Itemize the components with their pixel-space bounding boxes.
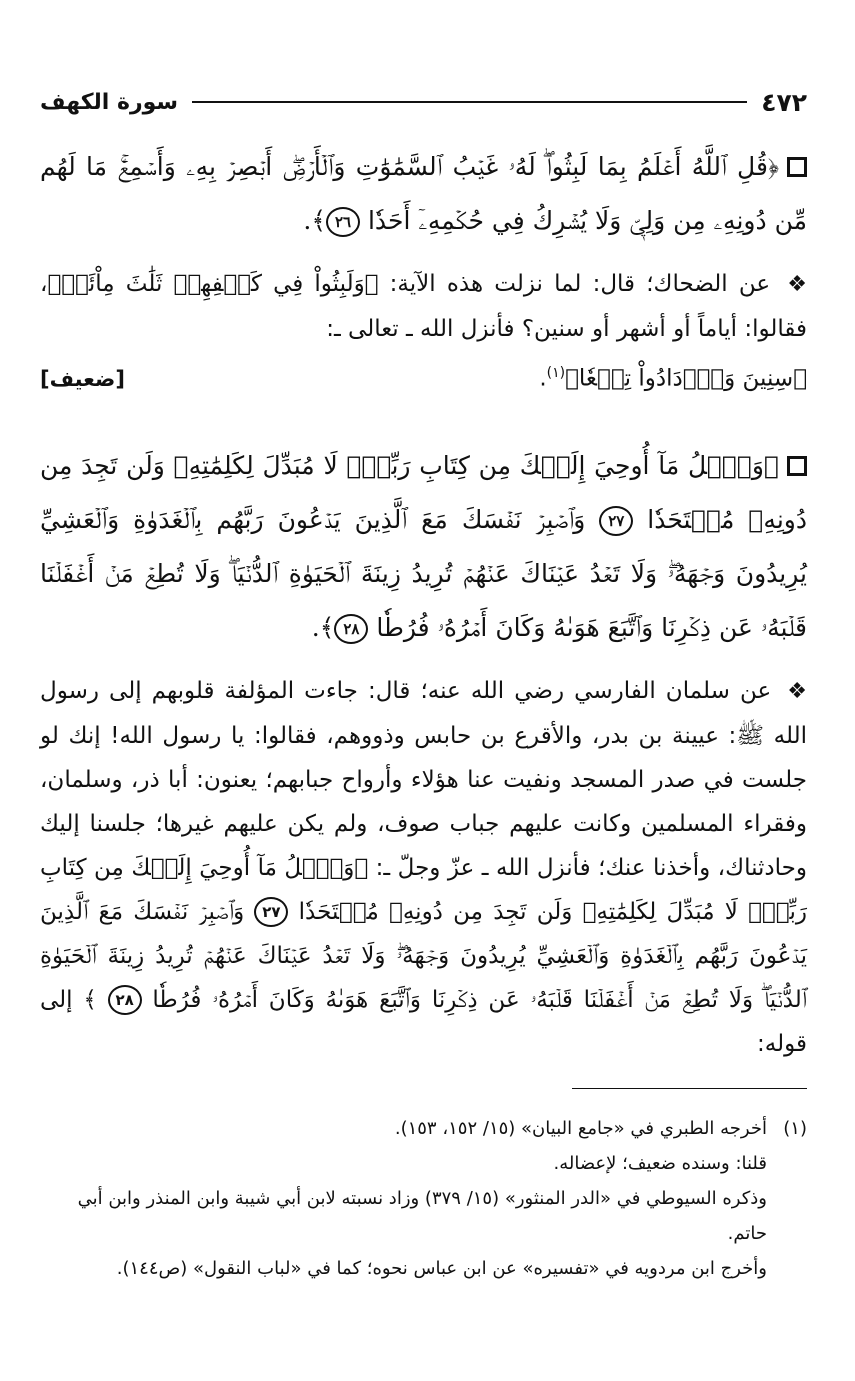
ayah-number-marker: ٢٨ bbox=[108, 985, 142, 1015]
footnote-line: وأخرج ابن مردويه في «تفسيره» عن ابن عباس نحوه؛ كما في «لباب النقول» (ص١٤٤). bbox=[116, 1257, 767, 1279]
verse-text: وَٱصۡبِرۡ نَفۡسَكَ مَعَ ٱلَّذِينَ يَدۡعُونَ رَبَّهُم بِٱلۡغَدَوٰةِ وَٱلۡعَشِيِّ يُرِيدُونَ وَجۡهَهُۥۖ وَلَا تَعۡدُ عَيۡنَاكَ عَنۡهُمۡ تُرِيدُ زِينَةَ ٱلۡحَيَوٰةِ ٱلدُّنۡيَاۖ وَلَا تُطِعۡ مَنۡ أَغۡفَلۡنَا قَلۡبَهُۥ عَن ذِكۡرِنَا وَٱتَّبَعَ هَوَىٰهُ وَكَانَ أَمۡرُهُۥ فُرُطٗا bbox=[40, 504, 807, 642]
surah-name: سورة الكهف bbox=[40, 89, 179, 115]
hadith-grade: [ضعيف] bbox=[40, 366, 125, 391]
page-header bbox=[40, 82, 807, 122]
narration-dahhak bbox=[40, 262, 807, 401]
quran-quote: ﴿وَلَبِثُواْ فِي كَهۡفِهِمۡ ثَلَٰثَ مِاْئَةٖ﴾ bbox=[47, 271, 379, 297]
ayah-number-marker: ٢٧ bbox=[599, 506, 633, 536]
narration-tail: ﴾ إلى قوله: bbox=[40, 986, 807, 1057]
verse-text: ﴿وَٱتۡلُ مَآ أُوحِيَ إِلَيۡكَ مِن كِتَابِ رَبِّكَۖ لَا مُبَدِّلَ لِكَلِمَٰتِهِۦ وَلَن تَجِدَ مِن دُونِهِۦ مُلۡتَحَدٗا bbox=[40, 450, 807, 534]
footnote-reference: (١) bbox=[546, 365, 566, 381]
footnote-line: أخرجه الطبري في «جامع البيان» (١٥/ ١٥٢، ١٥٣). bbox=[394, 1117, 767, 1139]
ayah-number-marker: ٢٦ bbox=[326, 207, 360, 237]
ayah-number-marker: ٢٨ bbox=[334, 614, 368, 644]
narration-salman bbox=[40, 669, 807, 1066]
page-number: ٤٧٢ bbox=[761, 87, 807, 117]
quran-quote: وَٱصۡبِرۡ نَفۡسَكَ مَعَ ٱلَّذِينَ يَدۡعُونَ رَبَّهُم بِٱلۡغَدَوٰةِ وَٱلۡعَشِيِّ يُرِيدُونَ وَجۡهَهُۥۖ وَلَا تَعۡدُ عَيۡنَاكَ عَنۡهُمۡ تُرِيدُ زِينَةَ ٱلۡحَيَوٰةِ ٱلدُّنۡيَاۖ وَلَا تُطِعۡ مَنۡ أَغۡفَلۡنَا قَلۡبَهُۥ عَن ذِكۡرِنَا وَٱتَّبَعَ هَوَىٰهُ وَكَانَ أَمۡرُهُۥ فُرُطٗا bbox=[40, 898, 808, 1013]
footnote-line: وذكره السيوطي في «الدر المنثور» (١٥/ ٣٧٩) وزاد نسبته لابن أبي شيبة وابن المنذر وابن أبي حاتم. bbox=[77, 1187, 767, 1244]
grade-line bbox=[40, 351, 807, 401]
footnotes bbox=[40, 1111, 807, 1286]
narration-mid: ، فقالوا: أياماً أو أشهر أو سنين؟ فأنزل الله ـ تعالى ـ: bbox=[40, 271, 807, 342]
verse-close: ﴾. bbox=[303, 206, 327, 235]
fleuron-icon: ❖ bbox=[787, 272, 807, 297]
verse-block-27-28 bbox=[40, 439, 807, 655]
footnote-divider bbox=[572, 1088, 807, 1089]
footnote-number: (١) bbox=[783, 1117, 807, 1139]
square-icon bbox=[787, 157, 807, 177]
square-icon bbox=[787, 456, 807, 476]
narration-intro: عن الضحاك؛ قال: لما نزلت هذه الآية: bbox=[389, 271, 771, 297]
narration-text: عن سلمان الفارسي رضي الله عنه؛ قال: جاءت المؤلفة قلوبهم إلى رسول الله ﷺ: عيينة بن بدر، والأقرع بن حابس وذووهم، فقالوا: يا رسول الله! إنك لو جلست في صدر المسجد ونفيت عنا هؤلاء وأرواح جبابهم؛ يعنون: أبا ذر، وسلمان، وفقراء المسلمين وكانت عليهم جباب صوف، ولم يكن عليهم غيرها؛ جلسنا إليك وحادثناك، وأخذنا عنك؛ فأنزل الله ـ عزّ وجلّ ـ: bbox=[40, 677, 807, 881]
verse-text: ﴿قُلِ ٱللَّهُ أَعۡلَمُ بِمَا لَبِثُواْۖ لَهُۥ غَيۡبُ ٱلسَّمَٰوَٰتِ وَٱلۡأَرۡضِۖ أَبۡصِرۡ بِهِۦ وَأَسۡمِعۡۚ مَا لَهُم مِّن دُونِهِۦ مِن وَلِيّٖ وَلَا يُشۡرِكُ فِي حُكۡمِهِۦٓ أَحَدٗا bbox=[40, 152, 807, 235]
spacer bbox=[40, 401, 807, 421]
quran-quote: ﴿سِنِينَ وَٱزۡدَادُواْ تِسۡعٗا﴾ bbox=[565, 365, 807, 392]
footnote-1 bbox=[40, 1111, 807, 1146]
fleuron-icon: ❖ bbox=[787, 678, 808, 704]
sentence-end: . bbox=[539, 365, 547, 392]
footnote-line: قلنا: وسنده ضعيف؛ لإعضاله. bbox=[553, 1152, 767, 1174]
ayah-number-marker: ٢٧ bbox=[254, 897, 288, 927]
quran-quote: ﴿وَٱتۡلُ مَآ أُوحِيَ إِلَيۡكَ مِن كِتَابِ رَبِّكَۖ لَا مُبَدِّلَ لِكَلِمَٰتِهِۦ وَلَن تَجِدَ مِن دُونِهِۦ مُلۡتَحَدٗا bbox=[40, 854, 808, 925]
verse-close: ﴾. bbox=[311, 612, 335, 642]
header-rule bbox=[192, 101, 747, 103]
verse-block-26 bbox=[40, 140, 807, 248]
